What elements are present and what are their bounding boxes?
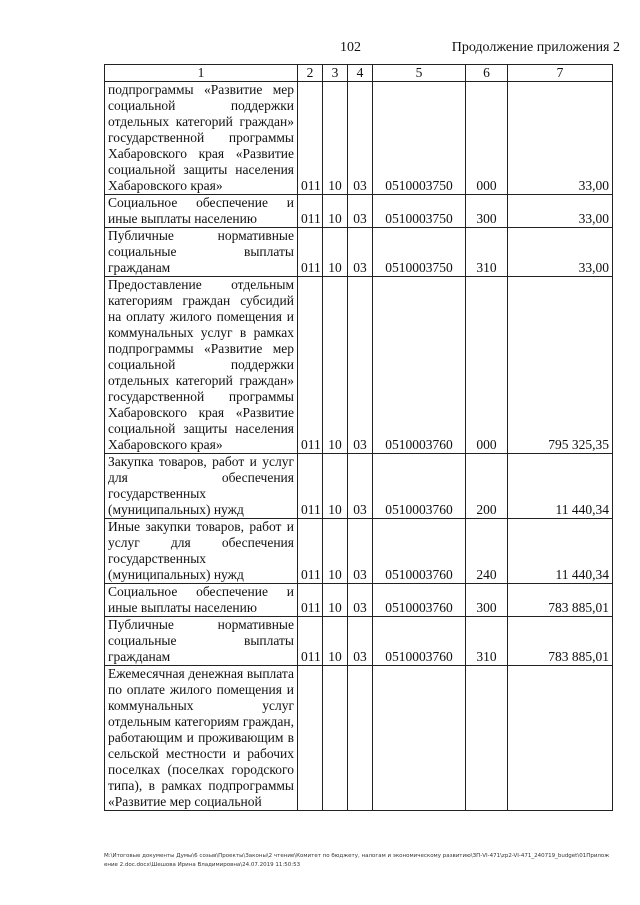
- ministry-code-cell: 011: [298, 584, 323, 617]
- amount-cell: 33,00: [508, 228, 613, 277]
- amount-cell: 783 885,01: [508, 617, 613, 666]
- table-row: [105, 82, 613, 195]
- section-code-cell: 10: [323, 584, 348, 617]
- expense-type-cell: [466, 666, 508, 811]
- table-row: [105, 277, 613, 454]
- ministry-code-cell: 011: [298, 82, 323, 195]
- item-name-cell: Социальное обеспечение и иные выплаты населению: [105, 195, 298, 228]
- target-article-cell: 0510003760: [373, 454, 466, 519]
- table-row: [105, 519, 613, 584]
- ministry-code-cell: 011: [298, 454, 323, 519]
- table-row: [105, 228, 613, 277]
- table-row: [105, 617, 613, 666]
- budget-table: [104, 64, 613, 811]
- target-article-cell: 0510003750: [373, 228, 466, 277]
- column-number-row: [105, 65, 613, 82]
- amount-cell: 795 325,35: [508, 277, 613, 454]
- column-header-7: 7: [508, 65, 613, 82]
- expense-type-cell: 310: [466, 228, 508, 277]
- table-body: [105, 82, 613, 811]
- subsection-code-cell: 03: [348, 195, 373, 228]
- subsection-code-cell: 03: [348, 584, 373, 617]
- column-header-6: 6: [466, 65, 508, 82]
- column-header-5: 5: [373, 65, 466, 82]
- table-row: [105, 454, 613, 519]
- section-code-cell: 10: [323, 277, 348, 454]
- expense-type-cell: 200: [466, 454, 508, 519]
- subsection-code-cell: 03: [348, 454, 373, 519]
- section-code-cell: 10: [323, 195, 348, 228]
- ministry-code-cell: [298, 666, 323, 811]
- amount-cell: 11 440,34: [508, 454, 613, 519]
- amount-cell: 33,00: [508, 195, 613, 228]
- expense-type-cell: 000: [466, 82, 508, 195]
- section-code-cell: 10: [323, 617, 348, 666]
- item-name-cell: Ежемесячная денежная выплата по оплате жилого помещения и коммунальных услуг отдельным категориям граждан, работающим и проживающим в сельской местности и рабочих поселках (поселках городского типа), в рамках подпрограммы «Развитие мер социальной: [105, 666, 298, 811]
- ministry-code-cell: 011: [298, 519, 323, 584]
- ministry-code-cell: 011: [298, 195, 323, 228]
- item-name-cell: Публичные нормативные социальные выплаты гражданам: [105, 228, 298, 277]
- expense-type-cell: 000: [466, 277, 508, 454]
- amount-cell: 11 440,34: [508, 519, 613, 584]
- target-article-cell: 0510003750: [373, 195, 466, 228]
- section-code-cell: 10: [323, 82, 348, 195]
- table-row: [105, 666, 613, 811]
- expense-type-cell: 300: [466, 195, 508, 228]
- expense-type-cell: 240: [466, 519, 508, 584]
- ministry-code-cell: 011: [298, 277, 323, 454]
- target-article-cell: 0510003750: [373, 82, 466, 195]
- target-article-cell: 0510003760: [373, 617, 466, 666]
- ministry-code-cell: 011: [298, 228, 323, 277]
- file-path-footer: M:\Итоговые документы Думы\6 созыв\Проекты\Законы\2 чтение\Комитет по бюджету, налогам и экономическому развитию\ЗП-VI-471\zp2-VI-471_240719_budget\01Приложение 2.doc.docx\Шешова Ирина Владимировна\24.07.2019 11:50:53: [104, 853, 610, 868]
- section-code-cell: [323, 666, 348, 811]
- subsection-code-cell: 03: [348, 277, 373, 454]
- subsection-code-cell: 03: [348, 617, 373, 666]
- ministry-code-cell: 011: [298, 617, 323, 666]
- item-name-cell: Публичные нормативные социальные выплаты гражданам: [105, 617, 298, 666]
- target-article-cell: 0510003760: [373, 277, 466, 454]
- target-article-cell: 0510003760: [373, 584, 466, 617]
- column-header-4: 4: [348, 65, 373, 82]
- expense-type-cell: 310: [466, 617, 508, 666]
- subsection-code-cell: 03: [348, 82, 373, 195]
- amount-cell: 783 885,01: [508, 584, 613, 617]
- item-name-cell: Иные закупки товаров, работ и услуг для обеспечения государственных (муниципальных) нужд: [105, 519, 298, 584]
- subsection-code-cell: [348, 666, 373, 811]
- section-code-cell: 10: [323, 454, 348, 519]
- page-number: 102: [340, 40, 361, 55]
- column-header-3: 3: [323, 65, 348, 82]
- table-row: [105, 584, 613, 617]
- amount-cell: 33,00: [508, 82, 613, 195]
- section-code-cell: 10: [323, 519, 348, 584]
- item-name-cell: подпрограммы «Развитие мер социальной поддержки отдельных категорий граждан» государственной программы Хабаровского края «Развитие социальной защиты населения Хабаровского края»: [105, 82, 298, 195]
- table-row: [105, 195, 613, 228]
- column-header-1: 1: [105, 65, 298, 82]
- subsection-code-cell: 03: [348, 519, 373, 584]
- item-name-cell: Закупка товаров, работ и услуг для обеспечения государственных (муниципальных) нужд: [105, 454, 298, 519]
- amount-cell: [508, 666, 613, 811]
- item-name-cell: Предоставление отдельным категориям граждан субсидий на оплату жилого помещения и коммунальных услуг в рамках подпрограммы «Развитие мер социальной поддержки отдельных категорий граждан» государственной программы Хабаровского края «Развитие социальной защиты населения Хабаровского края»: [105, 277, 298, 454]
- subsection-code-cell: 03: [348, 228, 373, 277]
- expense-type-cell: 300: [466, 584, 508, 617]
- column-header-2: 2: [298, 65, 323, 82]
- continuation-note: Продолжение приложения 2: [451, 40, 620, 55]
- section-code-cell: 10: [323, 228, 348, 277]
- item-name-cell: Социальное обеспечение и иные выплаты населению: [105, 584, 298, 617]
- target-article-cell: 0510003760: [373, 519, 466, 584]
- target-article-cell: [373, 666, 466, 811]
